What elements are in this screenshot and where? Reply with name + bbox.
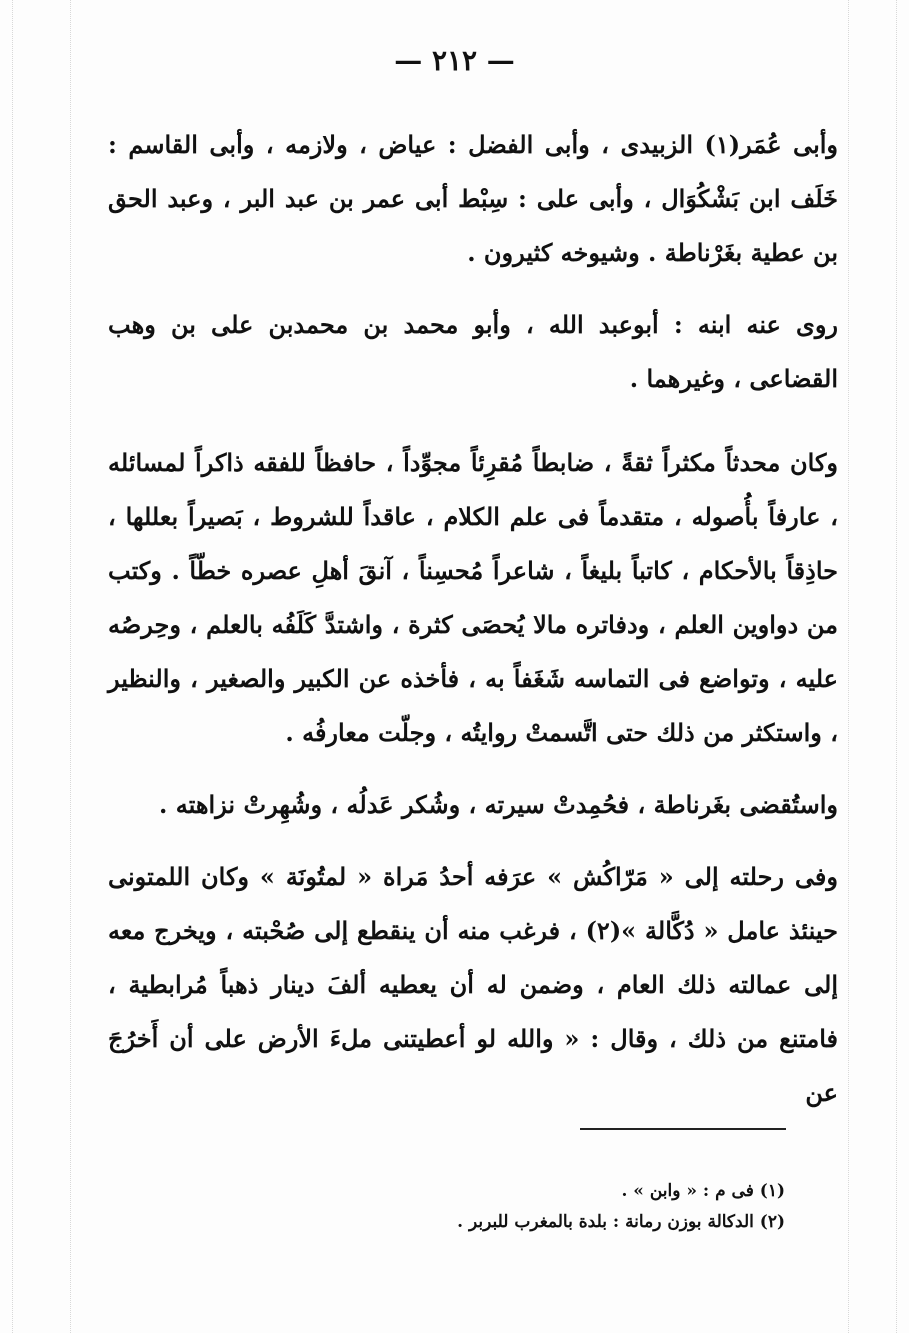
footnote-divider	[580, 1128, 786, 1130]
paragraph-judgeship: واستُقضى بغَرناطة ، فحُمِدتْ سيرته ، وشُكر عَدلُه ، وشُهِرتْ نزاهته .	[159, 790, 838, 819]
scan-guide-line	[70, 0, 71, 1333]
main-text	[108, 118, 838, 1120]
paragraph-marrakesh: وفى رحلته إلى « مَرّاكُش » عرَفه أحدُ مَراة « لمتُونَة » وكان اللمتونى حينئذ عامل « دُكَّالة »(٢) ، فرغب منه أن ينقطع إلى صُحْبته ، ويخرج معه إلى عمالته ذلك العام ، وضمن له أن يعطيه ألفَ دينار ذهباً مُرابطية ، فامتنع من ذلك ، وقال : « والله لو أعطيتنى ملءَ الأرض على أن أَخرُجَ عن	[108, 862, 838, 1107]
scan-guide-line	[12, 0, 13, 1333]
paragraph-students: روى عنه ابنه : أبوعبد الله ، وأبو محمد بن محمدبن على بن وهب القضاعى ، وغيرهما .	[108, 310, 838, 393]
footnote-1: (١) فى م : « وابن » .	[621, 1181, 785, 1201]
scan-guide-line	[848, 0, 849, 1333]
page-number: — ٢١٢ —	[394, 44, 515, 77]
footnote-2: (٢) الدكالة بوزن رمانة : بلدة بالمغرب للبربر .	[457, 1212, 785, 1232]
scan-guide-line	[896, 0, 897, 1333]
paragraph-character: وكان محدثاً مكثراً ثقةً ، ضابطاً مُقرِئاً مجوِّداً ، حافظاً للفقه ذاكراً لمسائله ، عارفاً بأُصوله ، متقدماً فى علم الكلام ، عاقداً للشروط ، بَصيراً بعللها ، حاذِقاً بالأحكام ، كاتباً بليغاً ، شاعراً مُحسِناً ، آنقَ أهلِ عصره خطّاً . وكتب من دواوين العلم ، ودفاتره مالا يُحصَى كثرة ، واشتدَّ كَلَفُه بالعلم ، وحِرصُه عليه ، وتواضع فى التماسه شَغَفاً به ، فأخذه عن الكبير والصغير ، والنظير ، واستكثر من ذلك حتى اتَّسمتْ روايتُه ، وجلّت معارفُه .	[108, 448, 838, 747]
footnotes	[400, 1176, 785, 1238]
paragraph-teachers: وأبى عُمَر(١) الزبيدى ، وأبى الفضل : عياض ، ولازمه ، وأبى القاسم : خَلَف ابن بَشْكُوَال ، وأبى على : سِبْط أبى عمر بن عبد البر ، وعبد الحق بن عطية بغَرْناطة . وشيوخه كثيرون .	[108, 130, 839, 267]
